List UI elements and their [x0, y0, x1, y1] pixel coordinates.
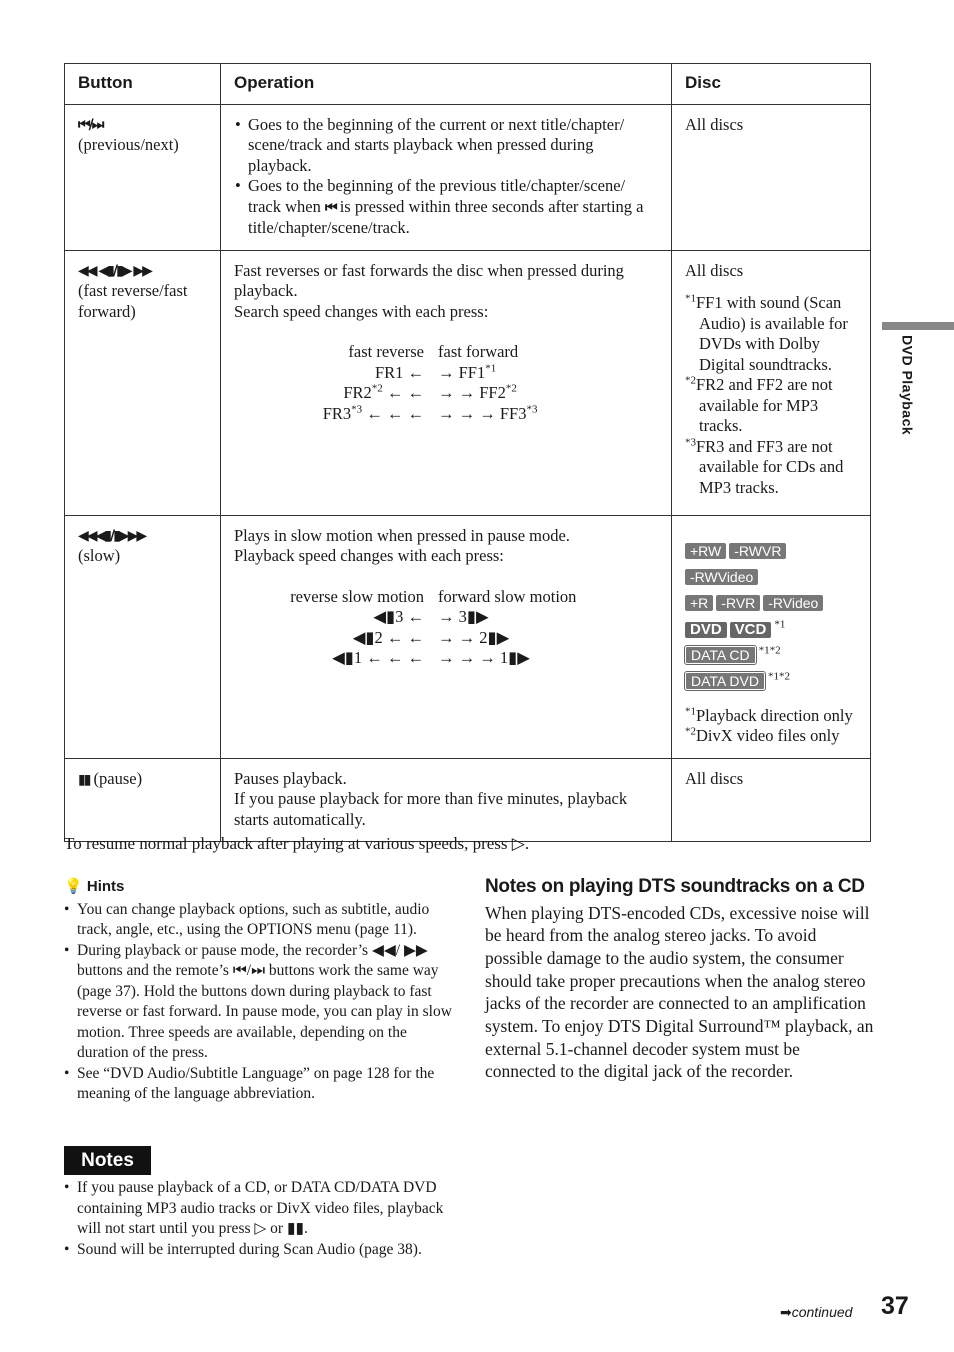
operation-cell — [221, 250, 672, 515]
button-cell — [65, 758, 221, 842]
hints-section — [64, 877, 454, 1105]
operation-text: Playback speed changes with each press: — [234, 546, 504, 565]
side-tab-label: DVD Playback — [899, 335, 916, 436]
button-cell — [65, 104, 221, 250]
speed-right: → → $FF2^{*2}$ — [438, 382, 517, 402]
disc-badge: +R — [685, 595, 713, 611]
footnote: $^{*1}$Playback direction only — [685, 705, 853, 725]
continued-label: ➡continued — [780, 1304, 853, 1320]
fast-reverse-forward-icon: ◀◀ ◀▮/▮▶ ▶▶ — [78, 262, 151, 279]
disc-badge: DATA DVD — [685, 672, 765, 690]
speed-left: FR3$^{*3}$ ← ← ← — [322, 403, 424, 423]
footnotes — [685, 706, 857, 747]
list-item: • During playback or pause mode, the recorder’s ◀◀/ ▶▶ buttons and the remote’s ⏮/⏭ buttons work the same way (page 37). Hold the buttons down during playback to fast reverse or fast forward. In pause mode, you can play in slow motion. Three speeds are available, depending on the duration of the press. — [77, 941, 454, 1064]
disc-cell: All discs — [672, 758, 871, 842]
operation-text: Pauses playback. — [234, 768, 347, 788]
notes-heading: Notes — [64, 1146, 151, 1175]
speed-left: ◀▮2 ← ← — [352, 627, 424, 647]
page-number: 37 — [881, 1292, 909, 1320]
disc-badge: -RWVideo — [685, 569, 758, 585]
dts-heading: Notes on playing DTS soundtracks on a CD — [485, 876, 865, 897]
table-header-row — [65, 64, 871, 105]
button-cell — [65, 250, 221, 515]
list-item: • Goes to the beginning of the current or next title/chapter/ scene/track and starts playback when pressed during playback. — [248, 115, 658, 177]
footnotes — [685, 293, 857, 498]
disc-badge: -RWVR — [729, 543, 786, 559]
operation-cell — [221, 758, 672, 842]
table-row — [65, 758, 871, 842]
list-item: • Goes to the beginning of the previous title/chapter/scene/ track when ⏮ is pressed within three seconds after starting a title/chapter/scene/track. — [248, 176, 658, 239]
header-operation: Operation — [221, 64, 672, 105]
operation-cell — [221, 515, 672, 758]
speed-right: → $FF1^{*1}$ — [438, 362, 497, 382]
side-tab-bar — [882, 322, 954, 330]
speed-right: → → 2▮▶ — [438, 627, 510, 647]
disc-badge: +RW — [685, 543, 726, 559]
button-label: (slow) — [78, 546, 121, 565]
speed-left: ◀▮1 ← ← ← — [332, 648, 424, 667]
speed-left: FR2$^{*2}$ ← ← — [343, 382, 424, 402]
footnote: $^{*2}$DivX video files only — [685, 725, 840, 745]
disc-badge: -RVR — [716, 595, 760, 611]
arrow-right-icon: ➡ — [780, 1304, 792, 1320]
operations-table — [64, 63, 871, 842]
speed-right: → → → $FF3^{*3}$ — [438, 403, 538, 423]
speed-header-left: fast reverse — [348, 342, 424, 361]
prev-next-icon: ⏮/⏭ — [78, 116, 103, 133]
table-row — [65, 104, 871, 250]
speed-header-right: forward slow motion — [438, 586, 577, 606]
disc-cell: All discs — [672, 104, 871, 250]
button-label: (fast reverse/fast forward) — [78, 281, 188, 321]
dts-section — [485, 877, 875, 1083]
operation-text: Fast reverses or fast forwards the disc when pressed during playback. — [234, 260, 624, 300]
footnote: $^{*3}$FR3 and FF3 are not available for CDs and MP3 tracks. — [685, 436, 844, 497]
slow-motion-icon: ◀◀◀▮/▮▶▶▶ — [78, 527, 146, 544]
disc-badge: -RVideo — [763, 595, 823, 611]
lightbulb-icon: 💡 — [64, 878, 83, 895]
disc-badge: VCD — [730, 622, 772, 638]
resume-instruction: To resume normal playback after playing at various speeds, press ▷. — [64, 834, 530, 853]
hints-heading: 💡 Hints — [64, 878, 125, 895]
previous-icon: ⏮ — [324, 199, 336, 216]
disc-cell — [672, 250, 871, 515]
disc-badge: DATA CD — [685, 646, 756, 664]
list-item: • You can change playback options, such as subtitle, audio track, angle, etc., using the OPTIONS menu (page 11). — [77, 900, 454, 941]
table-row — [65, 250, 871, 515]
table-row — [65, 515, 871, 758]
operation-text: Plays in slow motion when pressed in pause mode. — [234, 525, 570, 545]
dts-body: When playing DTS-encoded CDs, excessive noise will be heard from the analog stereo jacks. To avoid possible damage to the audio system, the consumer should take proper precautions when the analog stereo jacks of the recorder are connected to an amplification system. To enjoy DTS Digital Surround™ playback, an external 5.1-channel decoder system must be connected to the digital jack of the recorder. — [485, 902, 874, 1082]
button-label: (previous/next) — [78, 135, 179, 154]
disc-badges: +RW -RWVR-RWVideo +R -RVR -RVideo DVD VCD $^{*1}$ DATA CD $^{*1*2}$ DATA DVD $^{*1*2}$ — [685, 538, 857, 694]
button-cell — [65, 515, 221, 758]
list-item: • Sound will be interrupted during Scan Audio (page 38). — [77, 1240, 454, 1261]
operation-cell — [221, 104, 672, 250]
header-disc: Disc — [672, 64, 871, 105]
speed-left: FR1 ← — [374, 362, 424, 382]
speed-left: ◀▮3 ← — [373, 607, 424, 626]
slow-speed-diagram — [234, 587, 658, 669]
pause-icon: ▮▮ — [78, 771, 90, 788]
operation-text: If you pause playback for more than five minutes, playback starts automatically. — [234, 789, 628, 829]
header-button: Button — [65, 64, 221, 105]
notes-section — [64, 1178, 454, 1260]
footnote: $^{*1}$FF1 with sound (Scan Audio) is available for DVDs with Dolby Digital soundtracks. — [685, 292, 848, 374]
operation-text: Search speed changes with each press: — [234, 301, 489, 321]
speed-right: → 3▮▶ — [438, 607, 489, 626]
disc-text: All discs — [685, 260, 744, 280]
list-item: • If you pause playback of a CD, or DATA CD/DATA DVD containing MP3 audio tracks or DivX video files, playback will not start until you press ▷ or ▮▮. — [77, 1178, 454, 1240]
disc-cell — [672, 515, 871, 758]
speed-right: → → → 1▮▶ — [438, 648, 530, 667]
footnote: $^{*2}$FR2 and FF2 are not available for MP3 tracks. — [685, 374, 833, 435]
speed-header-left: reverse slow motion — [290, 586, 424, 606]
button-label: (pause) — [93, 768, 143, 788]
list-item: • See “DVD Audio/Subtitle Language” on page 128 for the meaning of the language abbreviation. — [77, 1064, 454, 1105]
speed-diagram — [234, 342, 658, 424]
speed-header-right: fast forward — [438, 342, 519, 361]
disc-badge: DVD — [685, 622, 727, 638]
